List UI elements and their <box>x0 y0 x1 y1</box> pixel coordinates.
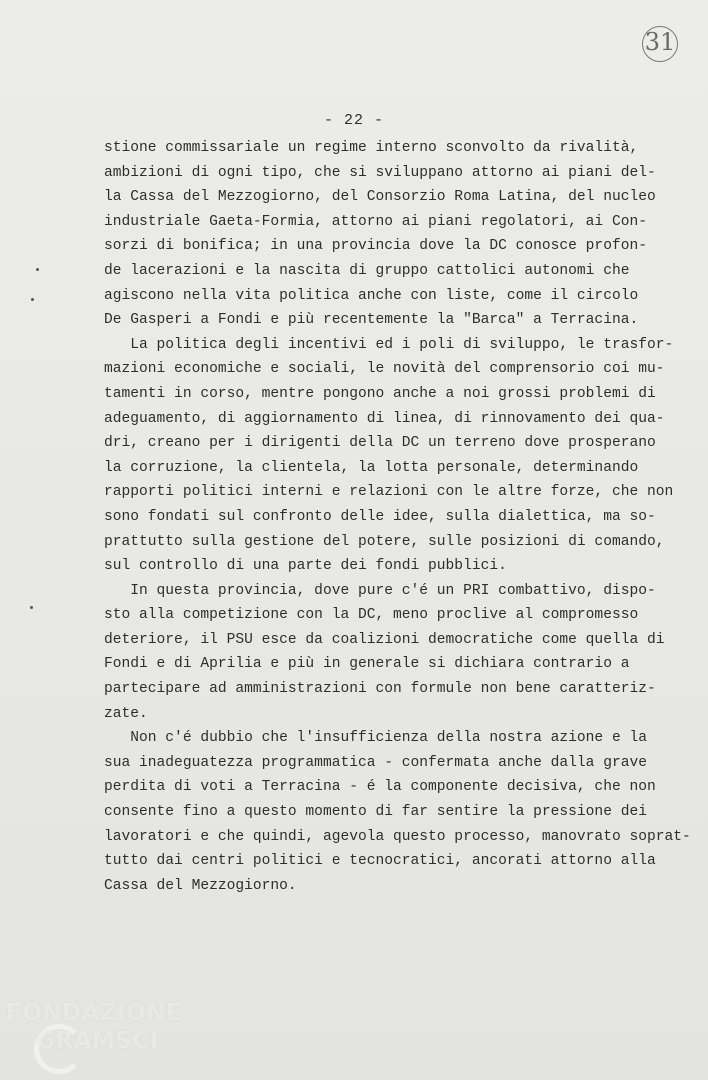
text-line: de lacerazioni e la nascita di gruppo cattolici autonomi che <box>104 262 630 279</box>
text-line: deteriore, il PSU esce da coalizioni democratiche come quella di <box>104 631 665 648</box>
text-line: Non c'é dubbio che l'insufficienza della nostra azione e la <box>104 730 647 747</box>
text-line: mazioni economiche e sociali, le novità del comprensorio coi mu- <box>104 361 665 378</box>
text-line: la Cassa del Mezzogiorno, del Consorzio Roma Latina, del nucleo <box>104 189 656 206</box>
watermark-line1: FONDAZIONE <box>6 1000 183 1026</box>
text-line: rapporti politici interni e relazioni con le altre forze, che non <box>104 484 674 501</box>
text-line: partecipare ad amministrazioni con formule non bene caratteriz- <box>104 681 656 698</box>
text-line: la corruzione, la clientela, la lotta personale, determinando <box>104 459 639 476</box>
typewritten-body <box>104 136 691 898</box>
text-line: Fondi e di Aprilia e più in generale si dichiara contrario a <box>104 656 630 673</box>
archive-watermark-logo <box>6 1000 206 1080</box>
text-line: La politica degli incentivi ed i poli di sviluppo, le trasfor- <box>104 336 674 353</box>
text-line: lavoratori e che quindi, agevola questo processo, manovrato soprat- <box>104 828 691 845</box>
text-line: sono fondati sul confronto delle idee, sulla dialettica, ma so- <box>104 508 656 525</box>
text-line: dri, creano per i dirigenti della DC un terreno dove prosperano <box>104 435 656 452</box>
text-line: sto alla competizione con la DC, meno proclive al compromesso <box>104 607 639 624</box>
page-number: - 22 - <box>323 112 384 129</box>
text-line: Cassa del Mezzogiorno. <box>104 877 297 894</box>
text-line: zate. <box>104 705 148 722</box>
text-line: In questa provincia, dove pure c'é un PRI combattivo, dispo- <box>104 582 656 599</box>
text-line: industriale Gaeta-Formia, attorno ai piani regolatori, ai Con- <box>104 213 647 230</box>
text-line: perdita di voti a Terracina - é la componente decisiva, che non <box>104 779 656 796</box>
margin-mark <box>31 298 34 301</box>
text-line: tamenti in corso, mentre pongono anche a noi grossi problemi di <box>104 385 656 402</box>
text-line: sorzi di bonifica; in una provincia dove la DC conosce profon- <box>104 238 647 255</box>
margin-mark <box>36 268 39 271</box>
text-line: tutto dai centri politici e tecnocratici, ancorati attorno alla <box>104 853 656 870</box>
text-line: adeguamento, di aggiornamento di linea, di rinnovamento dei qua- <box>104 410 665 427</box>
text-line: agiscono nella vita politica anche con liste, come il circolo <box>104 287 639 304</box>
text-line: sua inadeguatezza programmatica - confermata anche dalla grave <box>104 754 647 771</box>
text-line: De Gasperi a Fondi e più recentemente la "Barca" a Terracina. <box>104 312 639 329</box>
watermark-line2: GRAMSCI <box>36 1028 159 1054</box>
margin-mark <box>30 606 33 609</box>
text-line: prattutto sulla gestione del potere, sulle posizioni di comando, <box>104 533 665 550</box>
archive-stamp-number: 31 <box>640 22 680 62</box>
text-line: ambizioni di ogni tipo, che si sviluppano attorno ai piani del- <box>104 164 656 181</box>
text-line: stione commissariale un regime interno sconvolto da rivalità, <box>104 140 639 156</box>
text-line: sul controllo di una parte dei fondi pubblici. <box>104 558 507 575</box>
text-line: consente fino a questo momento di far sentire la pressione dei <box>104 804 647 821</box>
